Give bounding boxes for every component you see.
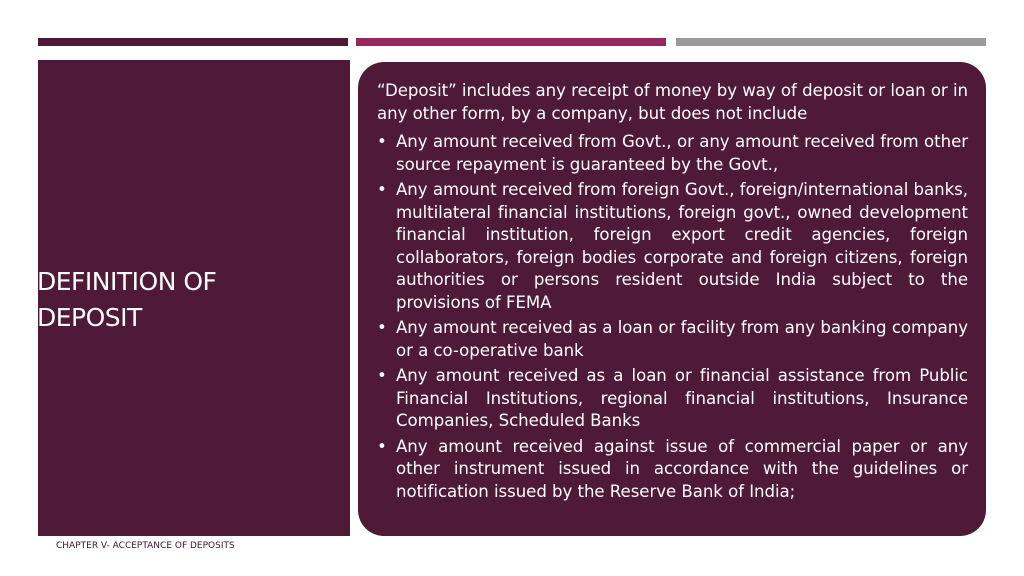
bullet-text: Any amount received from Govt., or any amount received from other source repayment is guaranteed by the Govt., <box>396 132 968 174</box>
bullet-icon: • <box>377 318 387 337</box>
list-item <box>377 317 968 362</box>
list-item <box>377 365 968 433</box>
bullet-icon: • <box>377 132 387 151</box>
bullet-text: Any amount received against issue of commercial paper or any other instrument issued in accordance with the guidelines or notification issued by the Reserve Bank of India; <box>396 436 968 501</box>
footer-chapter-label: CHAPTER V- ACCEPTANCE OF DEPOSITS <box>56 541 235 551</box>
list-item <box>377 131 968 176</box>
content-box <box>358 62 986 536</box>
top-accent-bar-magenta <box>356 38 666 46</box>
bullet-icon: • <box>377 366 387 385</box>
bullet-text: Any amount received as a loan or financial assistance from Public Financial Institutions, regional financial institutions, Insurance Companies, Scheduled Banks <box>396 366 968 430</box>
slide-title: DEFINITION OF DEPOSIT <box>37 267 217 332</box>
list-item <box>377 179 968 314</box>
intro-paragraph: “Deposit” includes any receipt of money by way of deposit or loan or in any other form, by a company, but does not include <box>377 81 968 123</box>
bullet-icon: • <box>377 180 387 199</box>
top-accent-bar-gray <box>676 38 986 46</box>
top-accent-bar-dark <box>38 38 348 46</box>
bullet-text: Any amount received from foreign Govt., foreign/international banks, multilateral financial institutions, foreign govt., owned development financial institution, foreign export credit agencies, foreign collaborators, foreign bodies corporate and foreign citizens, foreign authorities or persons resident outside India subject to the provisions of FEMA <box>396 180 968 312</box>
bullet-list <box>377 131 968 503</box>
bullet-text: Any amount received as a loan or facility from any banking company or a co-operative bank <box>396 318 968 360</box>
list-item <box>377 436 968 504</box>
bullet-icon: • <box>377 436 387 456</box>
